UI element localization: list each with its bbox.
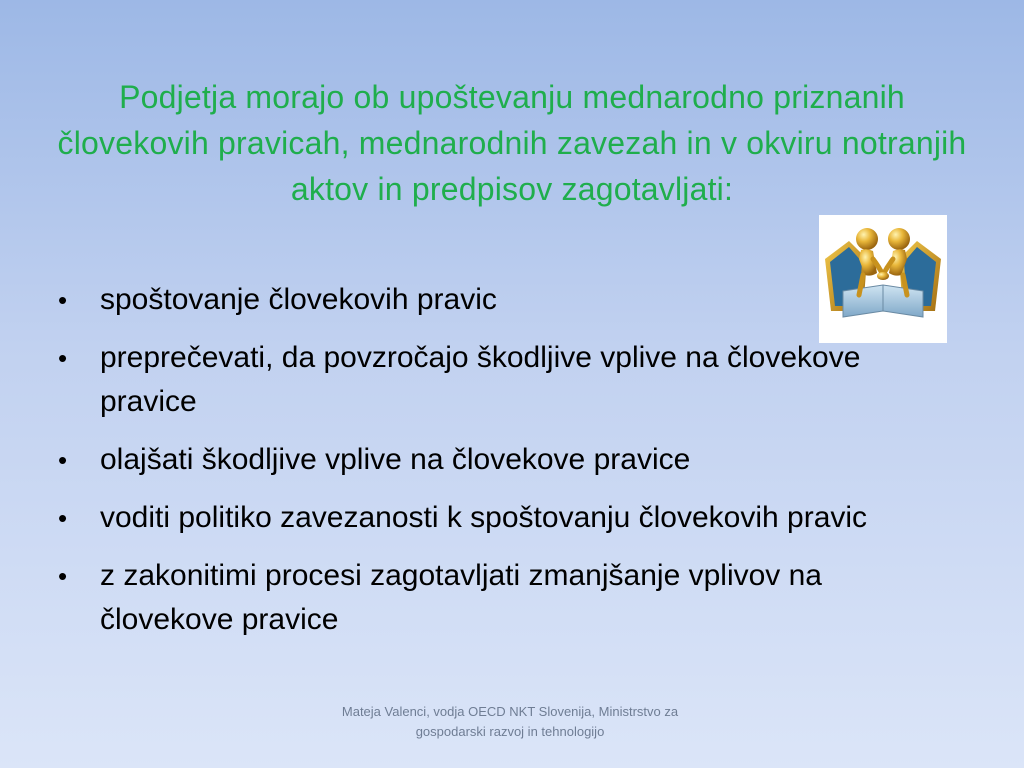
bullet-item [56,554,956,642]
bullet-item [56,336,956,424]
slide-footer: Mateja Valenci, vodja OECD NKT Slovenija, Ministrstvo za gospodarski razvoj in tehnologijo [341,704,679,739]
bullet-item [56,278,956,322]
bullet-text: z zakonitimi procesi zagotavljati zmanjšanje vplivov na človekove pravice [100,559,822,636]
bullet-item [56,438,956,482]
bullet-dot-icon: • [58,503,68,533]
bullet-text: voditi politiko zavezanosti k spoštovanju človekovih pravic [100,501,868,534]
bullet-dot-icon: • [58,445,68,475]
bullet-item [56,496,956,540]
bullet-list [56,278,956,656]
bullet-dot-icon: • [58,561,68,591]
slide-title: Podjetja morajo ob upoštevanju mednarodno priznanih človekovih pravicah, mednarodnih zavezah in v okviru notranjih aktov in predpisov zagotavljati: [57,79,967,207]
bullet-text: preprečevati, da povzročajo škodljive vplive na človekove pravice [100,341,861,418]
bullet-dot-icon: • [58,343,68,373]
bullet-text: spoštovanje človekovih pravic [100,283,497,316]
bullet-dot-icon: • [58,285,68,315]
bullet-text: olajšati škodljive vplive na človekove pravice [100,443,691,476]
